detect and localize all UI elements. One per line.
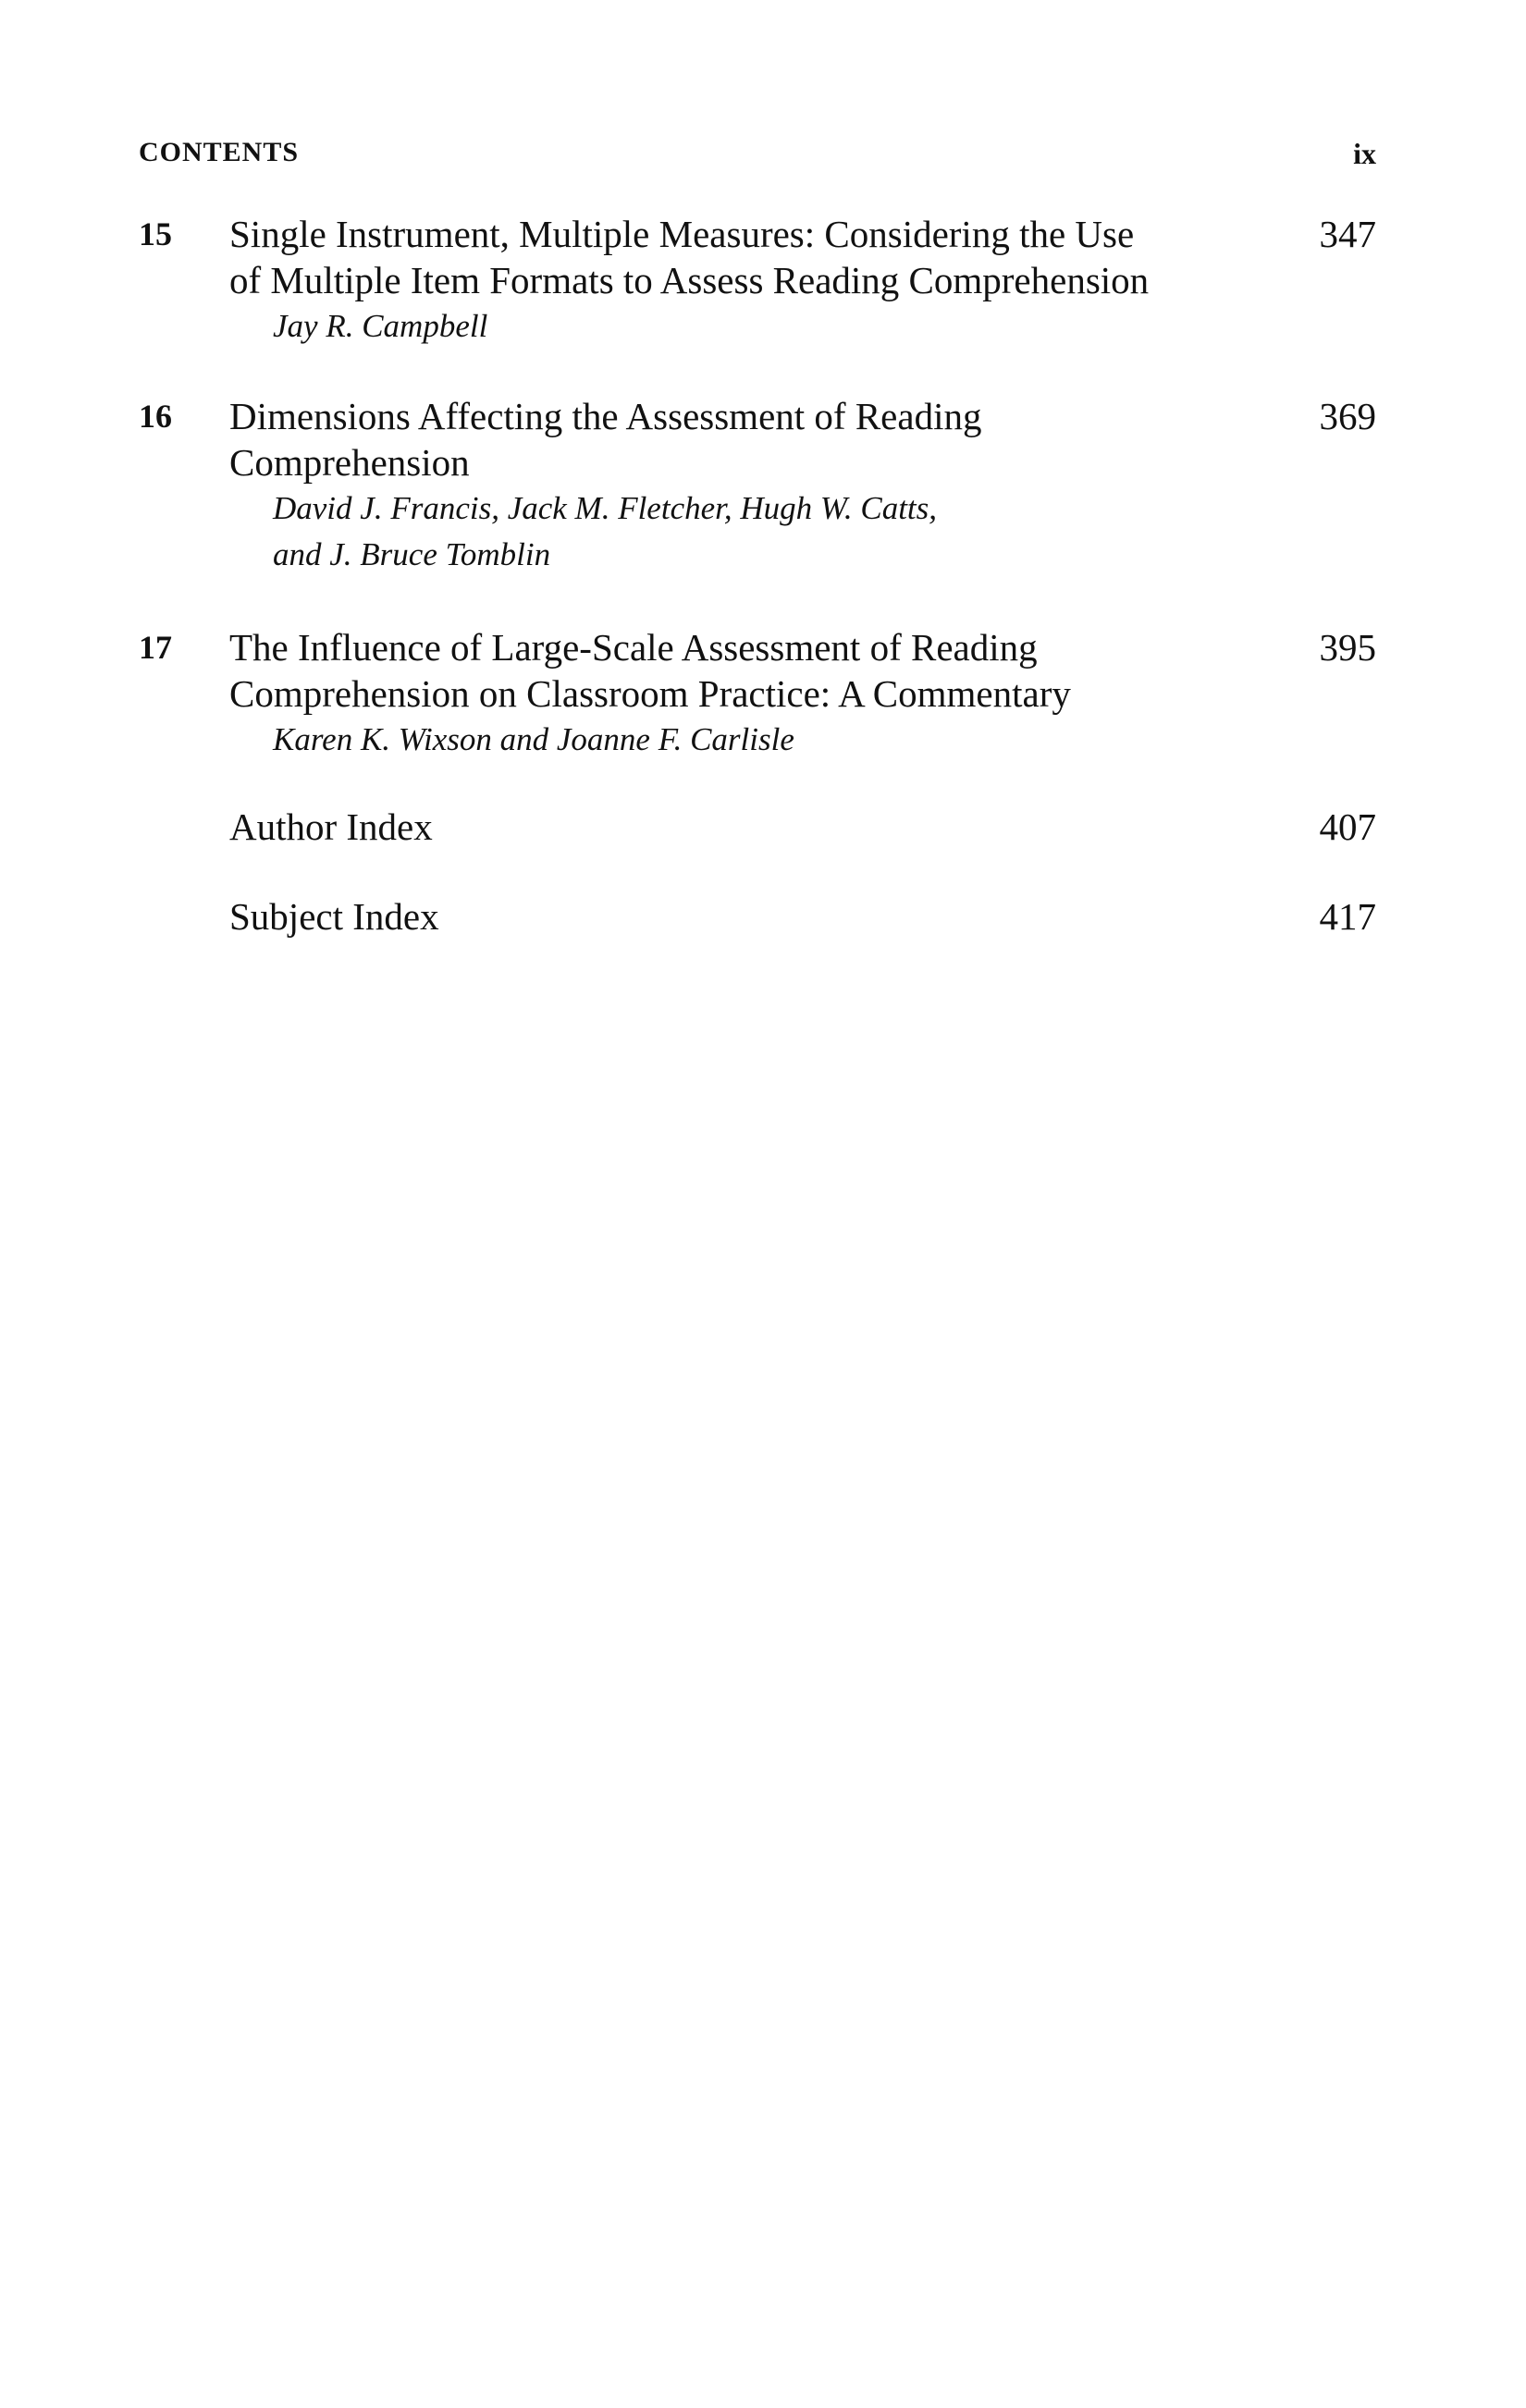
index-page-number: 417 [1319, 895, 1376, 938]
chapter-title[interactable] [229, 393, 1256, 485]
chapter-authors [273, 303, 1198, 350]
chapter-title[interactable] [229, 211, 1256, 303]
toc-entry-chapter-15[interactable] [139, 211, 1376, 350]
chapter-title-line: Dimensions Affecting the Assessment of Reading [229, 395, 982, 437]
chapter-title-line: Comprehension on Classroom Practice: A Commentary [229, 672, 1071, 715]
author-line: Karen K. Wixson and Joanne F. Carlisle [273, 721, 794, 757]
chapter-title[interactable] [229, 624, 1256, 717]
chapter-number: 17 [139, 629, 172, 666]
toc-entry-chapter-17[interactable] [139, 624, 1376, 763]
page-number: ix [1353, 137, 1376, 170]
index-title-line: Subject Index [229, 895, 439, 938]
author-line: and J. Bruce Tomblin [273, 536, 551, 572]
chapter-number: 15 [139, 215, 172, 252]
chapter-number: 16 [139, 398, 172, 435]
chapter-authors [273, 717, 1198, 763]
chapter-title-line: of Multiple Item Formats to Assess Reading Comprehension [229, 259, 1150, 301]
author-line: David J. Francis, Jack M. Fletcher, Hugh W. Catts, [273, 490, 938, 526]
chapter-title-line: Comprehension [229, 441, 470, 484]
index-title[interactable] [229, 804, 1256, 850]
running-head [139, 137, 1376, 174]
chapter-title-line: The Influence of Large-Scale Assessment of Reading [229, 626, 1038, 669]
toc-entry-chapter-16[interactable] [139, 393, 1376, 578]
running-head-title: CONTENTS [139, 137, 300, 167]
chapter-page-number: 395 [1319, 626, 1376, 669]
author-line: Jay R. Campbell [273, 308, 488, 344]
chapter-page-number: 369 [1319, 395, 1376, 437]
index-title-line: Author Index [229, 805, 433, 848]
chapter-page-number: 347 [1319, 213, 1376, 255]
index-page-number: 407 [1319, 805, 1376, 848]
toc-entry-author-index[interactable] [139, 804, 1376, 850]
toc-entry-subject-index[interactable] [139, 893, 1376, 940]
chapter-title-line: Single Instrument, Multiple Measures: Considering the Use [229, 213, 1135, 255]
index-title[interactable] [229, 893, 1256, 940]
chapter-authors [273, 485, 1198, 578]
